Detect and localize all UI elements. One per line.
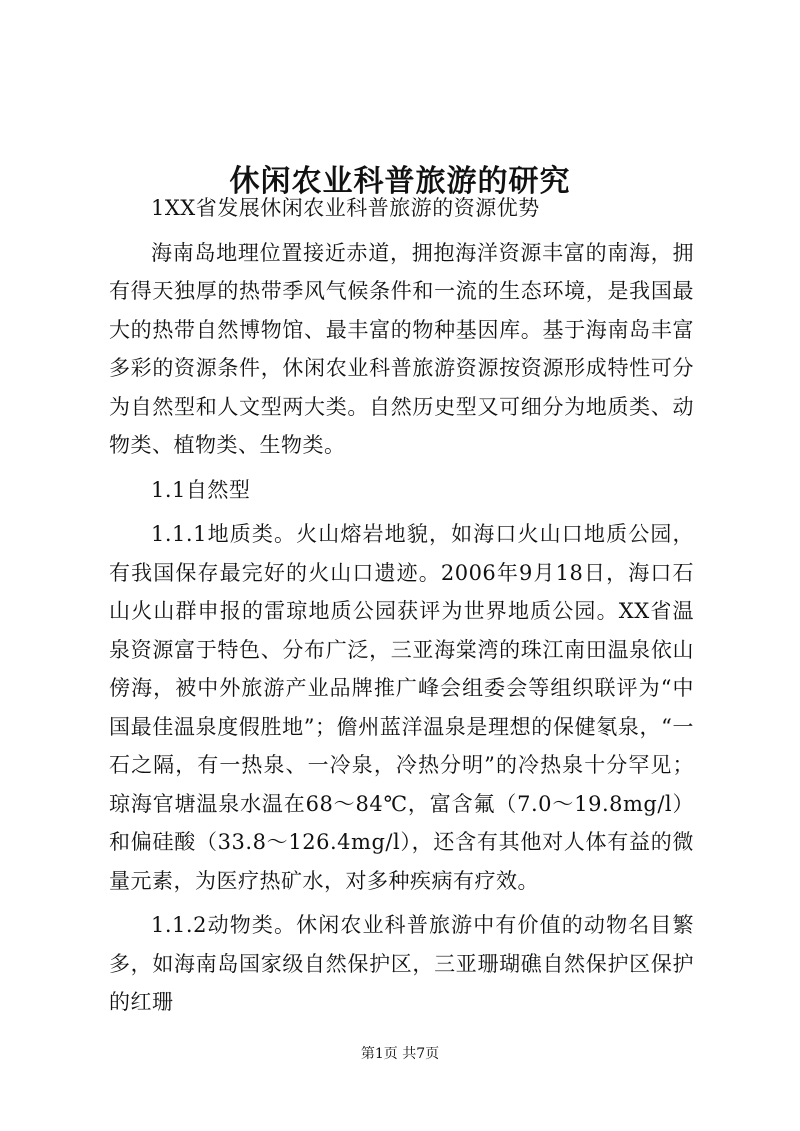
paragraph: 海南岛地理位置接近赤道，拥抱海洋资源丰富的南海，拥有得天独厚的热带季风气候条件和一流的生态环境，是我国最大的热带自然博物馆、最丰富的物种基因库。基于海南岛丰富多彩的资源条件，休闲农业科普旅游资源按资源形成特性可分为自然型和人文型两大类。自然历史型又可细分为地质类、动物类、植物类、生物类。 bbox=[109, 240, 694, 457]
section-heading: 1XX省发展休闲农业科普旅游的资源优势 bbox=[151, 196, 540, 220]
subsection-heading: 1.1自然型 bbox=[151, 477, 251, 502]
paragraph: 1.1.1地质类。火山熔岩地貌，如海口火山口地质公园，有我国保存最完好的火山口遗迹。2006年9月18日，海口石山火山群申报的雷琼地质公园获评为世界地质公园。XX省温泉资源富于特色、分布广泛，三亚海棠湾的珠江南田温泉依山傍海，被中外旅游产业品牌推广峰会组委会等组织联评为“中国最佳温泉度假胜地”；儋州蓝洋温泉是理想的保健氡泉，“一石之隔，有一热泉、一冷泉，冷热分明”的冷热泉十分罕见；琼海官塘温泉水温在68～84℃，富含氟（7.0～19.8mg/l）和偏硅酸（33.8～126.4mg/l），还含有其他对人体有益的微量元素，为医疗热矿水，对多种疾病有疗效。 bbox=[109, 522, 694, 893]
page-number-footer: 第1页 共7页 bbox=[360, 1046, 440, 1062]
document-body bbox=[109, 189, 694, 1028]
paragraph: 1.1.2动物类。休闲农业科普旅游中有价值的动物名目繁多，如海南岛国家级自然保护区，三亚珊瑚礁自然保护区保护的红珊 bbox=[109, 913, 694, 1014]
document-title: 休闲农业科普旅游的研究 bbox=[229, 164, 571, 200]
